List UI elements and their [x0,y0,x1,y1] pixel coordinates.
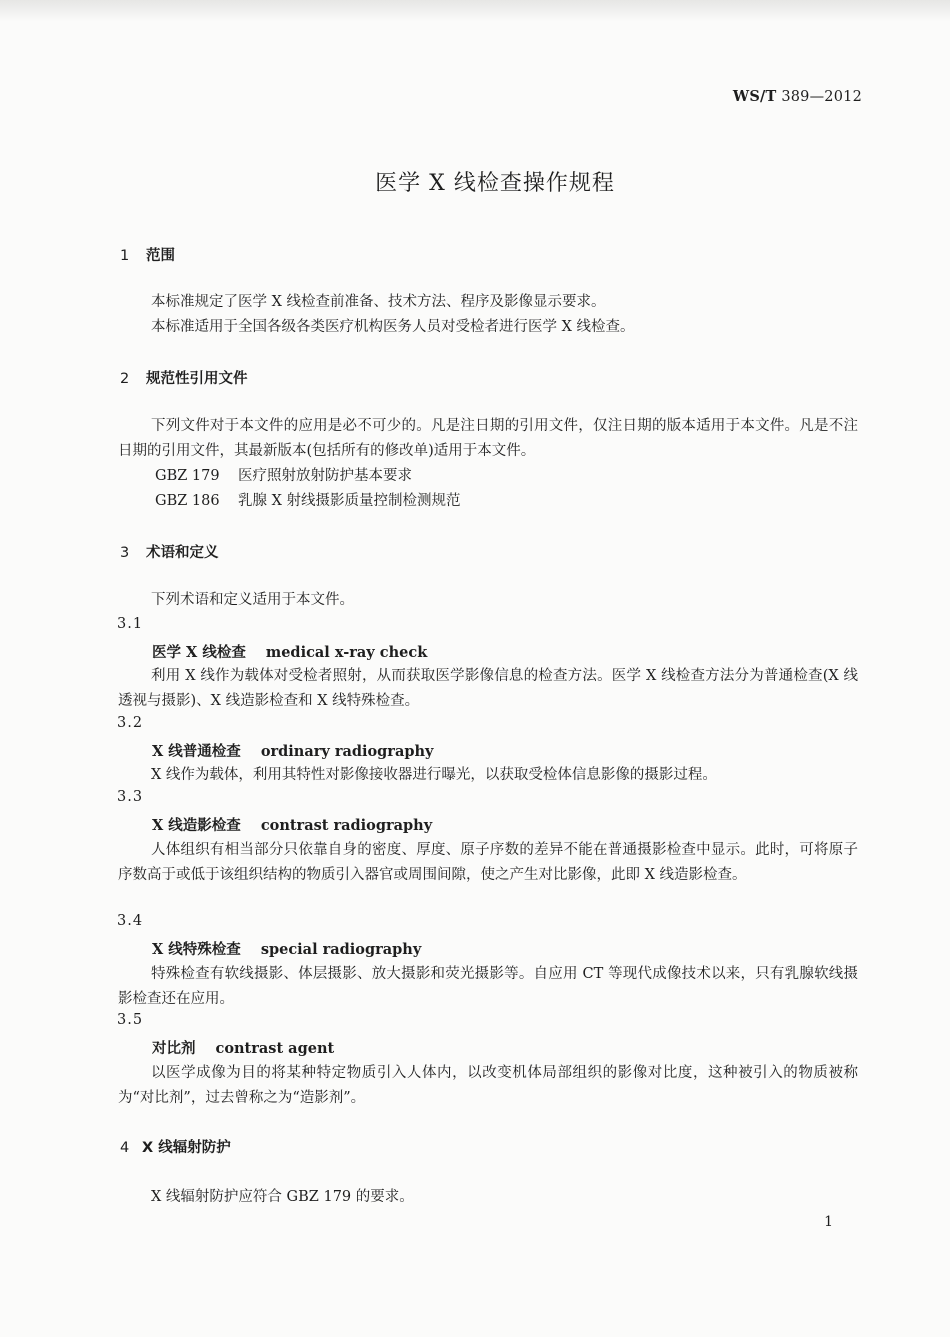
term-english: contrast radiography [260,817,433,834]
paragraph: 以医学成像为目的将某种特定物质引入人体内，以改变机体局部组织的影像对比度，这种被引入的物质被称为“对比剂”，过去曾称之为“造影剂”。 [118,1065,858,1106]
paragraph: 人体组织有相当部分只依靠自身的密度、厚度、原子序数的差异不能在普通摄影检查中显示。此时，可将原子序数高于或低于该组织结构的物质引入器官或周围间隙，使之产生对比影像，此即 X 线造影检查。 [118,842,858,883]
term-english: special radiography [260,941,422,958]
term-chinese: 对比剂 [152,1040,196,1057]
section-number: 3 [120,545,130,561]
paragraph: 本标准规定了医学 X 线检查前准备、技术方法、程序及影像显示要求。 [151,294,606,310]
term-title [152,814,432,835]
paragraph: 特殊检查有软线摄影、体层摄影、放大摄影和荧光摄影等。自应用 CT 等现代成像技术以来，只有乳腺软线摄影检查还在应用。 [118,966,858,1007]
term-english: medical x-ray check [265,644,428,661]
paragraph: 下列文件对于本文件的应用是必不可少的。凡是注日期的引用文件，仅注日期的版本适用于本文件。凡是不注日期的引用文件，其最新版本(包括所有的修改单)适用于本文件。 [118,418,858,459]
term-title [152,1037,334,1058]
term-chinese: X 线特殊检查 [152,941,241,958]
section-3-heading [120,541,219,562]
section-1-heading [120,244,175,265]
reference-item [118,489,858,514]
term-definition [118,1061,858,1111]
clause-number: 3.1 [117,616,144,632]
section-title: 范围 [146,248,175,264]
page-number: 1 [824,1214,833,1230]
clause-number: 3.3 [117,789,144,805]
clause-number: 3.4 [117,913,144,929]
document-title: 医学 X 线检查操作规程 [375,171,615,196]
standard-number: 389—2012 [781,89,862,105]
clause-number: 3.2 [117,715,144,731]
paragraph: 下列术语和定义适用于本文件。 [151,592,354,608]
reference-code: GBZ 179 [155,468,220,484]
section-number: 2 [120,371,130,387]
section-3-intro [118,588,858,613]
term-chinese: X 线普通检查 [152,743,241,760]
term-english: ordinary radiography [260,743,434,760]
paragraph: 本标准适用于全国各级各类医疗机构医务人员对受检者进行医学 X 线检查。 [151,319,635,335]
term-title [152,740,433,761]
reference-title: 医疗照射放射防护基本要求 [238,468,412,484]
term-definition [118,962,858,1012]
standard-prefix: WS/T [732,88,777,105]
section-title: 术语和定义 [146,545,219,561]
section-2-body [118,414,858,514]
standard-code [733,88,862,105]
term-chinese: 医学 X 线检查 [152,644,246,661]
term-title [152,938,421,959]
scan-shadow [0,0,950,22]
section-4-heading [120,1136,231,1157]
clause-number: 3.5 [117,1012,144,1028]
section-1-body [118,290,858,340]
section-title: 规范性引用文件 [146,371,248,387]
section-number: 1 [120,248,130,264]
term-english: contrast agent [215,1040,335,1057]
paragraph: X 线作为载体，利用其特性对影像接收器进行曝光，以获取受检体信息影像的摄影过程。 [151,767,717,783]
section-4-body [118,1185,858,1210]
section-2-heading [120,367,248,388]
paragraph: 利用 X 线作为载体对受检者照射，从而获取医学影像信息的检查方法。医学 X 线检查方法分为普通检查(X 线透视与摄影)、X 线造影检查和 X 线特殊检查。 [118,668,858,709]
term-chinese: X 线造影检查 [152,817,241,834]
term-definition [118,664,858,714]
section-title: X 线辐射防护 [142,1140,231,1156]
reference-code: GBZ 186 [155,493,220,509]
term-title [152,641,427,662]
reference-title: 乳腺 X 射线摄影质量控制检测规范 [238,493,461,509]
term-definition [118,763,858,788]
term-definition [118,838,858,888]
reference-item [118,464,858,489]
section-number: 4 [120,1140,130,1156]
paragraph: X 线辐射防护应符合 GBZ 179 的要求。 [151,1189,414,1205]
